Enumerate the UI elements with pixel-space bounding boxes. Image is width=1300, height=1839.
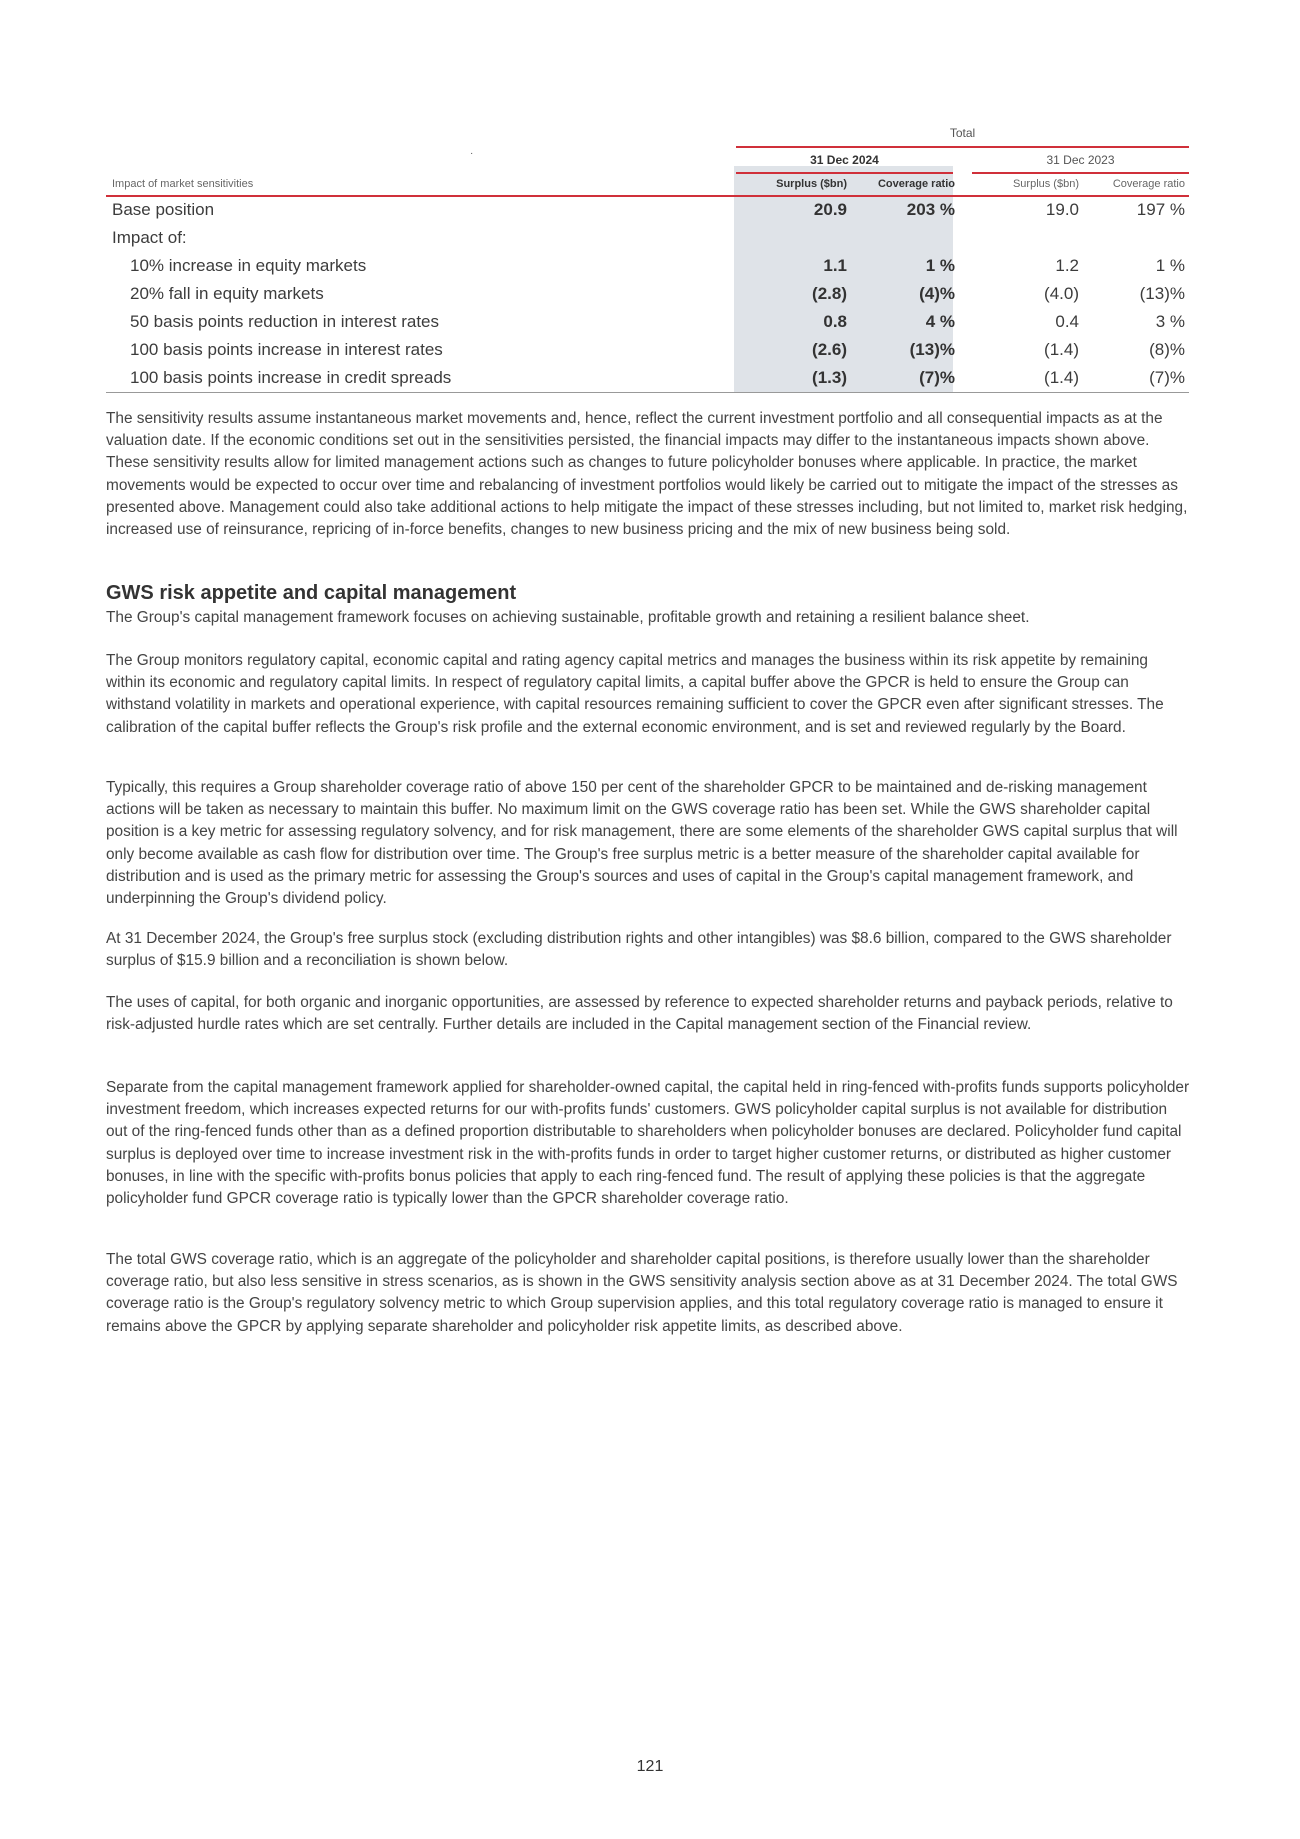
- cell-surplus-2023: 19.0: [1045, 200, 1079, 219]
- col-header-coverage-2023: Coverage ratio: [1112, 178, 1185, 190]
- paragraph: [106, 928, 1191, 972]
- cell-coverage-2023: 1 %: [1155, 256, 1185, 275]
- cell-coverage-2024: (4)%: [919, 284, 955, 303]
- table-row: [106, 196, 1189, 224]
- group-label: Total: [949, 126, 976, 140]
- paragraph-text: Separate from the capital management framework applied for shareholder-owned capital, the capital held in ring-fenced with-profits funds supports policyholder investment freedom, which increases expected returns for our with-profits funds' customers. GWS policyholder capital surplus is not available for distribution out of the ring-fenced funds other than as a defined proportion distributable to shareholders when policyholder bonuses are declared. Policyholder fund capital surplus is deployed over time to increase investment risk in the with-profits funds in order to target higher customer returns, or distributed as higher customer bonuses, in line with the specific with-profits bonus policies that apply to each ring-fenced fund. The result of applying these policies is that the aggregate policyholder fund GPCR coverage ratio is typically lower than the GPCR shareholder coverage ratio.: [106, 1079, 1190, 1208]
- paragraph: [106, 607, 1191, 629]
- row-label: 100 basis points increase in credit spreads: [130, 368, 452, 387]
- cell-surplus-2024: (2.6): [812, 340, 847, 359]
- paragraph-text: At 31 December 2024, the Group's free surplus stock (excluding distribution rights and other intangibles) was $8.6 billion, compared to the GWS shareholder surplus of $15.9 billion and a reconciliation is shown below.: [106, 930, 1172, 970]
- cell-coverage-2024: 203 %: [906, 200, 955, 219]
- period-2024-rule: [736, 172, 953, 174]
- col-header-surplus-2023: Surplus ($bn): [1012, 178, 1079, 190]
- paragraph: [106, 1249, 1191, 1338]
- cell-coverage-2024: (7)%: [919, 368, 955, 387]
- paragraph-text: The uses of capital, for both organic and inorganic opportunities, are assessed by reference to expected shareholder returns and payback periods, relative to risk-adjusted hurdle rates which are set centrally. Further details are included in the Capital management section of the Financial review.: [106, 994, 1173, 1034]
- stray-dot: ·: [470, 148, 474, 159]
- table-row: [106, 280, 1189, 308]
- section-heading: GWS risk appetite and capital management: [106, 582, 517, 604]
- sensitivity-note-text: The sensitivity results assume instantaneous market movements and, hence, reflect the current investment portfolio and all consequential impacts as at the valuation date. If the economic conditions set out in the sensitivities persisted, the financial impacts may differ to the instantaneous impacts shown above. These sensitivity results allow for limited management actions such as changes to future policyholder bonuses where applicable. In practice, the market movements would be expected to occur over time and rebalancing of investment portfolios would likely be carried out to mitigate the impact of the stresses as presented above. Management could also take additional actions to help mitigate the impact of these stresses including, but not limited to, market risk hedging, increased use of reinsurance, repricing of in-force benefits, changes to new business pricing and the mix of new business being sold.: [106, 410, 1188, 539]
- row-label: 50 basis points reduction in interest rates: [130, 312, 440, 331]
- cell-surplus-2023: (1.4): [1044, 340, 1079, 359]
- row-label: 10% increase in equity markets: [130, 256, 367, 275]
- row-label: 20% fall in equity markets: [130, 284, 324, 303]
- table-row: [106, 224, 1189, 252]
- paragraph-text: The total GWS coverage ratio, which is an aggregate of the policyholder and shareholder capital positions, is therefore usually lower than the shareholder coverage ratio, but also less sensitive in stress scenarios, as is shown in the GWS sensitivity analysis section above as at 31 December 2024. The total GWS coverage ratio is the Group's regulatory solvency metric to which Group supervision applies, and this total regulatory coverage ratio is managed to ensure it remains above the GPCR by applying separate shareholder and policyholder risk appetite limits, as described above.: [106, 1251, 1178, 1335]
- cell-coverage-2024: 1 %: [925, 256, 955, 275]
- paragraph: [106, 992, 1191, 1036]
- row-label: Base position: [112, 200, 215, 219]
- page-number: 121: [636, 1758, 664, 1775]
- cell-surplus-2023: 1.2: [1055, 256, 1079, 275]
- cell-surplus-2024: (1.3): [812, 368, 847, 387]
- paragraph-text: Typically, this requires a Group shareholder coverage ratio of above 150 per cent of the shareholder GPCR to be maintained and de-risking management actions will be taken as necessary to maintain this buffer. No maximum limit on the GWS coverage ratio has been set. While the GWS shareholder capital position is a key metric for assessing regulatory solvency, and for risk management, there are some elements of the shareholder GWS capital surplus that will only become available as cash flow for distribution over time. The Group's free surplus metric is a better measure of the shareholder capital available for distribution and is used as the primary metric for assessing the Group's sources and uses of capital in the Group's capital management framework, and underpinning the Group's dividend policy.: [106, 779, 1178, 908]
- paragraph: [106, 650, 1191, 739]
- paragraph: [106, 777, 1191, 910]
- row-label: Impact of:: [112, 228, 187, 247]
- market-sensitivities-table: [106, 126, 1189, 392]
- row-label: 100 basis points increase in interest rates: [130, 340, 443, 359]
- sensitivity-note: [106, 408, 1191, 541]
- cell-surplus-2023: (1.4): [1044, 368, 1079, 387]
- col-header-coverage-2024: Coverage ratio: [877, 178, 955, 190]
- cell-coverage-2024: 4 %: [925, 312, 955, 331]
- row-header-label: Impact of market sensitivities: [112, 178, 254, 190]
- cell-coverage-2023: 3 %: [1155, 312, 1185, 331]
- group-rule: [736, 146, 1189, 148]
- period-2024: 31 Dec 2024: [810, 153, 879, 167]
- cell-surplus-2023: 0.4: [1055, 312, 1079, 331]
- cell-surplus-2024: (2.8): [812, 284, 847, 303]
- paragraph: [106, 1077, 1191, 1210]
- paragraph-text: The Group monitors regulatory capital, economic capital and rating agency capital metrics and manages the business within its risk appetite by remaining within its economic and regulatory capital limits. In respect of regulatory capital limits, a capital buffer above the GPCR is held to ensure the Group can withstand volatility in markets and operational experience, with capital resources remaining sufficient to cover the GPCR even after significant stresses. The calibration of the capital buffer reflects the Group's risk profile and the external economic environment, and is set and reviewed regularly by the Board.: [106, 652, 1164, 736]
- cell-surplus-2023: (4.0): [1044, 284, 1079, 303]
- period-2023: 31 Dec 2023: [1046, 153, 1115, 167]
- cell-coverage-2023: 197 %: [1136, 200, 1185, 219]
- cell-coverage-2023: (8)%: [1149, 340, 1185, 359]
- table-row: [106, 308, 1189, 336]
- paragraph-text: The Group's capital management framework focuses on achieving sustainable, profitable growth and retaining a resilient balance sheet.: [106, 609, 1030, 626]
- cell-surplus-2024: 0.8: [823, 312, 847, 331]
- cell-coverage-2024: (13)%: [909, 340, 955, 359]
- table-row: [106, 252, 1189, 280]
- col-header-surplus-2024: Surplus ($bn): [776, 178, 847, 190]
- cell-surplus-2024: 20.9: [813, 200, 847, 219]
- cell-surplus-2024: 1.1: [823, 256, 847, 275]
- cell-coverage-2023: (7)%: [1149, 368, 1185, 387]
- table-row: [106, 364, 1189, 392]
- table-bottom-rule: [106, 392, 1189, 393]
- cell-coverage-2023: (13)%: [1139, 284, 1185, 303]
- table-row: [106, 336, 1189, 364]
- period-2023-rule: [972, 172, 1189, 174]
